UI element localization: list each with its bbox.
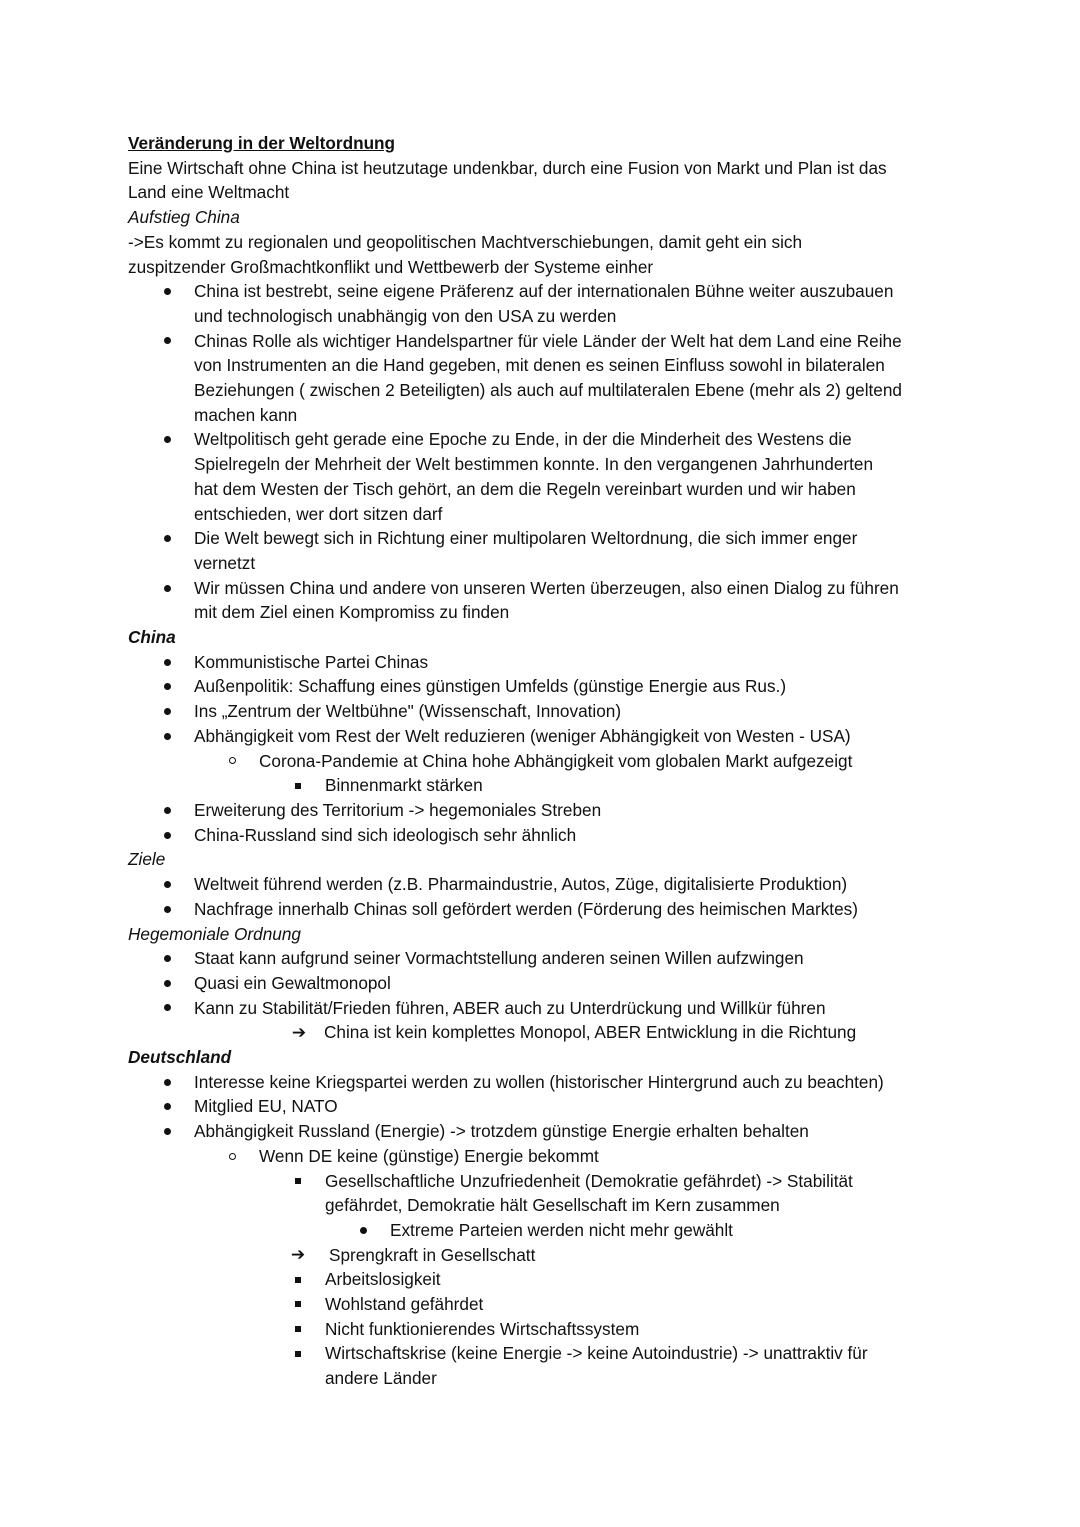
list-item [128,279,958,328]
list-item-text: Wohlstand gefährdet [325,1294,484,1315]
list-item-text: Beziehungen ( zwischen 2 Beteiligten) als auch auf multilateralen Ebene (mehr als 2) geltend [194,380,902,401]
list-item-text: Corona-Pandemie at China hohe Abhängigkeit vom globalen Markt aufgezeigt [259,750,853,771]
list-item [128,773,958,798]
list-item-text: Die Welt bewegt sich in Richtung einer multipolaren Weltordnung, die sich immer enger [194,528,858,549]
circle-bullet-icon [225,1144,239,1169]
list-item-text: Abhängigkeit vom Rest der Welt reduzieren (weniger Abhängigkeit von Westen - USA) [194,725,851,746]
list-item [128,1218,958,1243]
list-item-text: entschieden, wer dort sitzen darf [194,503,443,524]
bullet-icon [160,724,174,749]
list-item [128,1020,958,1045]
list-item [128,650,958,675]
list-item-text: gefährdet, Demokratie hält Gesellschaft im Kern zusammen [325,1195,780,1216]
intro-line: Eine Wirtschaft ohne China ist heutzutage undenkbar, durch eine Fusion von Markt und Plan ist das [128,157,887,178]
list-item-text: Nicht funktionierendes Wirtschaftssystem [325,1318,640,1339]
bullet-icon [160,329,174,354]
list-item [128,946,958,971]
list-item-text: machen kann [194,404,298,425]
list-item-text: Staat kann aufgrund seiner Vormachtstellung anderen seinen Willen aufzwingen [194,948,804,969]
bullet-icon [160,526,174,551]
list-item [128,1292,958,1317]
list-item-text: Weltpolitisch geht gerade eine Epoche zu Ende, in der die Minderheit des Westens die [194,429,852,450]
list-item [128,872,958,897]
document-page [128,131,958,1391]
section-heading-deutschland: Deutschland [128,1047,232,1068]
bullet-icon [160,279,174,304]
list-item-text: Arbeitslosigkeit [325,1269,441,1290]
list-item-text: andere Länder [325,1368,437,1389]
list-item [128,526,958,575]
list-item [128,1341,958,1390]
list-item-text: Kommunistische Partei Chinas [194,651,429,672]
list-item-text: Mitglied EU, NATO [194,1096,338,1117]
circle-bullet-icon [225,749,239,774]
list-item-text: Abhängigkeit Russland (Energie) -> trotzdem günstige Energie erhalten behalten [194,1121,809,1142]
list-item [128,699,958,724]
list-item [128,897,958,922]
list-item-text: China-Russland sind sich ideologisch sehr ähnlich [194,824,577,845]
aufstieg-text-line: zuspitzender Großmachtkonflikt und Wettbewerb der Systeme einher [128,256,654,277]
bullet-icon [160,674,174,699]
bullet-icon [160,576,174,601]
square-bullet-icon [291,1341,305,1366]
list-item-text: mit dem Ziel einen Kompromiss zu finden [194,602,510,623]
list-item [128,749,958,774]
list-item-text: vernetzt [194,552,256,573]
bullet-icon [160,427,174,452]
bullet-icon [160,872,174,897]
list-item [128,1169,958,1218]
list-item-text: Binnenmarkt stärken [325,775,483,796]
square-bullet-icon [291,1317,305,1342]
list-item-text: Erweiterung des Territorium -> hegemoniales Streben [194,799,602,820]
bullet-icon [160,971,174,996]
list-item [128,674,958,699]
bullet-icon [160,897,174,922]
bullet-icon [160,798,174,823]
section-heading-hegemonial: Hegemoniale Ordnung [128,923,301,944]
list-item [128,1267,958,1292]
list-item-text: hat dem Westen der Tisch gehört, an dem die Regeln vereinbart wurden und wir haben [194,478,856,499]
list-item-text: Kann zu Stabilität/Frieden führen, ABER auch zu Unterdrückung und Willkür führen [194,997,826,1018]
list-item-text: Spielregeln der Mehrheit der Welt bestimmen konnte. In den vergangenen Jahrhunderten [194,454,874,475]
list-item-text: Interesse keine Kriegspartei werden zu wollen (historischer Hintergrund auch zu beachten) [194,1071,884,1092]
bullet-icon [160,650,174,675]
list-item-text: China ist bestrebt, seine eigene Präferenz auf der internationalen Bühne weiter auszubauen [194,281,894,302]
list-item [128,1243,958,1268]
arrow-right-icon: ➔ [290,1245,306,1265]
list-item-text: Gesellschaftliche Unzufriedenheit (Demokratie gefährdet) -> Stabilität [325,1170,853,1191]
bullet-icon [160,699,174,724]
bullet-icon [160,1119,174,1144]
bullet-icon [160,1070,174,1095]
section-heading-aufstieg: Aufstieg China [128,207,240,228]
page-title: Veränderung in der Weltordnung [128,133,396,153]
list-item-text: Sprengkraft in Gesellschatt [329,1244,536,1265]
list-item-text: Ins „Zentrum der Weltbühne" (Wissenschaft, Innovation) [194,701,622,722]
intro-line: Land eine Weltmacht [128,182,290,203]
list-item [128,996,958,1021]
section-heading-china: China [128,627,176,648]
list-item [128,1070,958,1095]
list-item [128,1094,958,1119]
arrow-right-icon: ➔ [291,1023,307,1043]
square-bullet-icon [291,1292,305,1317]
list-item-text: Wenn DE keine (günstige) Energie bekommt [259,1145,599,1166]
list-item [128,1144,958,1169]
square-bullet-icon [291,1169,305,1194]
list-item-text: von Instrumenten an die Hand gegeben, mit denen es seinen Einfluss sowohl in bilateralen [194,355,885,376]
square-bullet-icon [291,773,305,798]
bullet-icon [160,1094,174,1119]
bullet-icon [160,823,174,848]
section-heading-ziele: Ziele [128,849,166,870]
list-item [128,724,958,749]
list-item [128,1317,958,1342]
list-item-text: Außenpolitik: Schaffung eines günstigen Umfelds (günstige Energie aus Rus.) [194,676,787,697]
list-item [128,823,958,848]
bullet-icon [160,996,174,1021]
list-item-text: Extreme Parteien werden nicht mehr gewählt [390,1219,733,1240]
list-item-text: China ist kein komplettes Monopol, ABER Entwicklung in die Richtung [324,1022,857,1043]
list-item [128,576,958,625]
list-item-text: Wir müssen China und andere von unseren Werten überzeugen, also einen Dialog zu führen [194,577,899,598]
list-item [128,971,958,996]
list-item [128,1119,958,1144]
list-item-text: Nachfrage innerhalb Chinas soll gefördert werden (Förderung des heimischen Marktes) [194,898,858,919]
list-item [128,427,958,526]
list-item-text: Chinas Rolle als wichtiger Handelspartner für viele Länder der Welt hat dem Land eine Reihe [194,330,902,351]
list-item-text: und technologisch unabhängig von den USA zu werden [194,305,617,326]
list-item [128,798,958,823]
list-item-text: Wirtschaftskrise (keine Energie -> keine Autoindustrie) -> unattraktiv für [325,1343,868,1364]
list-item [128,329,958,428]
list-item-text: Weltweit führend werden (z.B. Pharmaindustrie, Autos, Züge, digitalisierte Produktion) [194,874,848,895]
bullet-icon [356,1218,370,1243]
square-bullet-icon [291,1267,305,1292]
bullet-icon [160,946,174,971]
list-item-text: Quasi ein Gewaltmonopol [194,972,391,993]
aufstieg-text-line: ->Es kommt zu regionalen und geopolitischen Machtverschiebungen, damit geht ein sich [128,231,803,252]
